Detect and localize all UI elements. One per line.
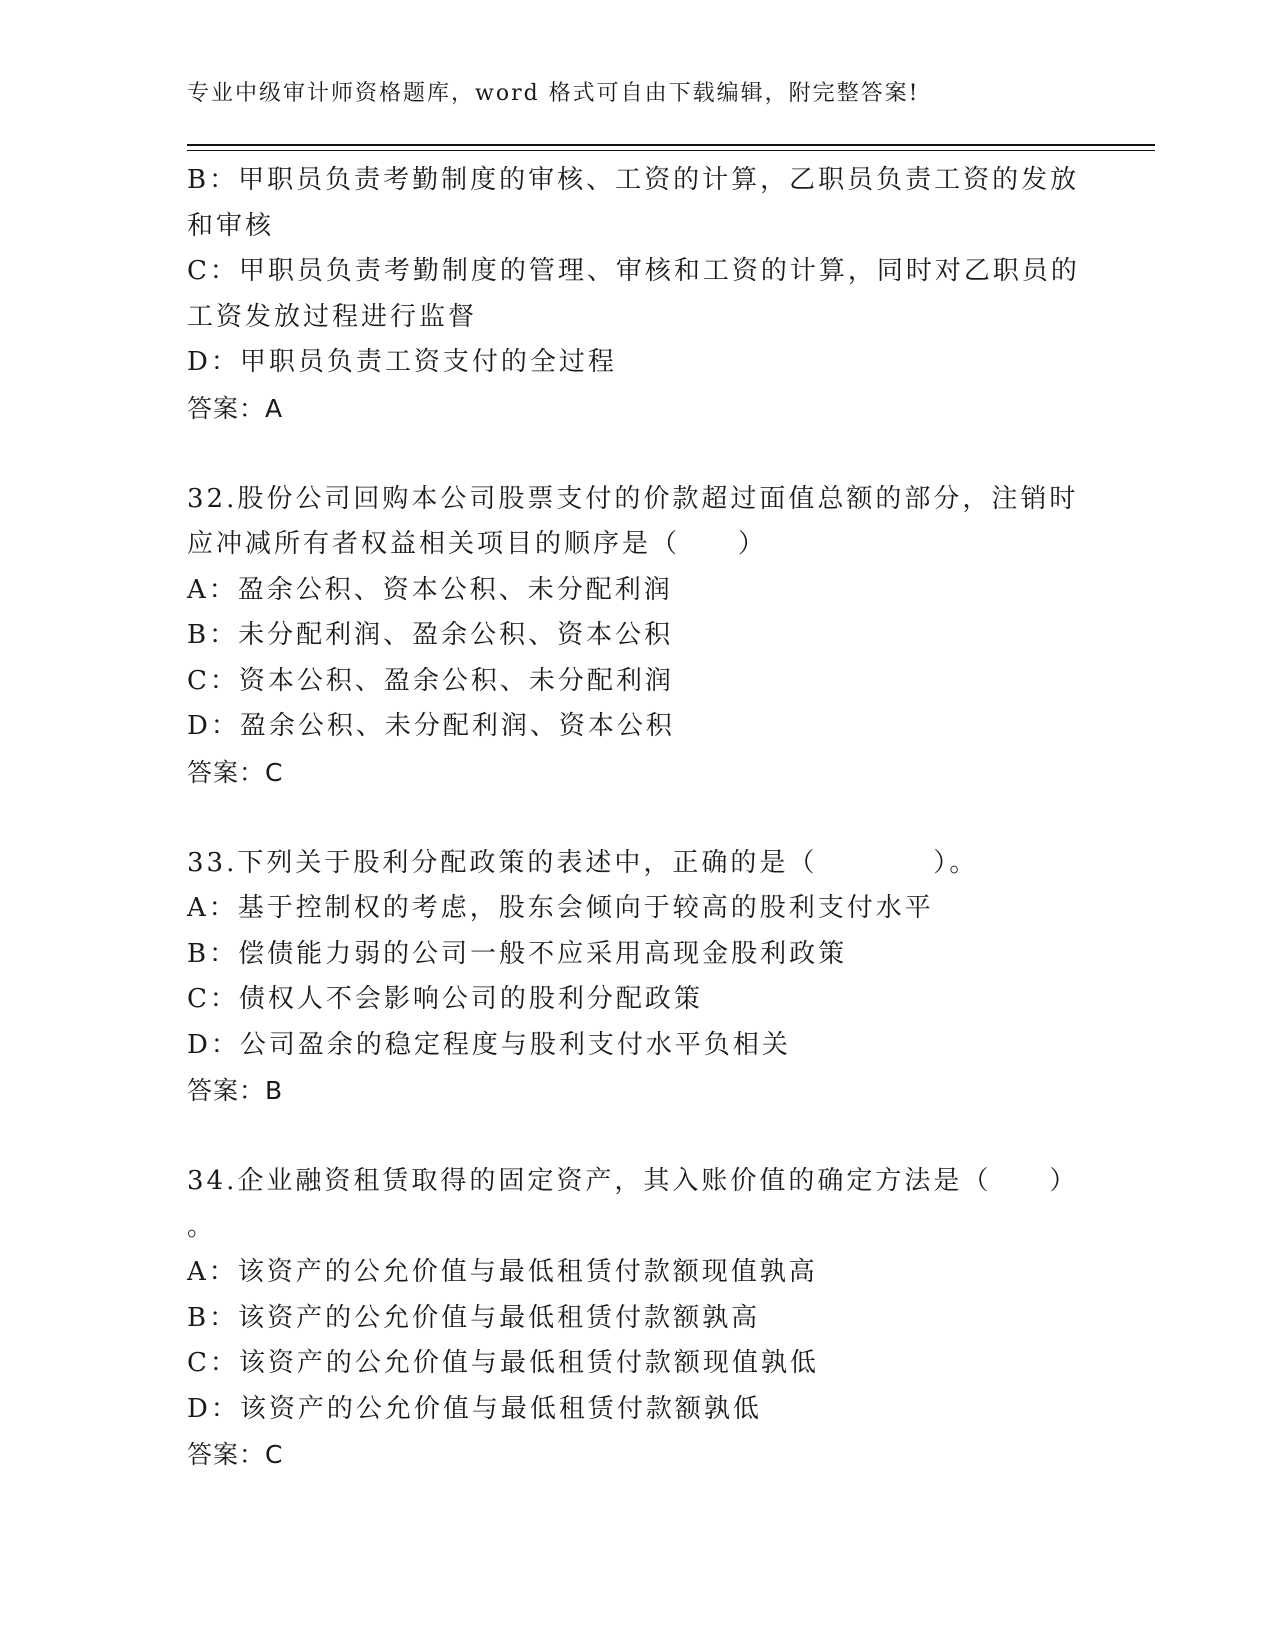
question-gap [187, 1114, 1087, 1160]
question-block [187, 158, 1087, 431]
page-header: 专业中级审计师资格题库，word 格式可自由下载编辑，附完整答案! [187, 81, 920, 106]
question-list [187, 158, 1087, 1478]
question-stem-line: 应冲减所有者权益相关项目的顺序是（ ） [187, 529, 768, 559]
option-line: B：该资产的公允价值与最低租赁付款额孰高 [187, 1302, 761, 1333]
option-line: B：未分配利润、盈余公积、资本公积 [187, 620, 674, 650]
question-stem-line: 32.股份公司回购本公司股票支付的价款超过面值总额的部分，注销时 [187, 483, 1079, 514]
option-line: C：甲职员负责考勤制度的管理、审核和工资的计算，同时对乙职员的 [187, 256, 1080, 286]
option-line: D：甲职员负责工资支付的全过程 [187, 347, 617, 377]
question-stem-line: 。 [187, 1211, 217, 1242]
option-line: B：偿债能力弱的公司一般不应采用高现金股利政策 [187, 938, 848, 969]
option-line: B：甲职员负责考勤制度的审核、工资的计算，乙职员负责工资的发放 [187, 165, 1080, 195]
option-line: D：盈余公积、未分配利润、资本公积 [187, 711, 675, 741]
answer-line: 答案：A [187, 393, 284, 423]
question-stem-line: 33.下列关于股利分配政策的表述中，正确的是（ ）。 [187, 847, 979, 878]
question-block [187, 841, 1087, 1114]
question-block [187, 1159, 1087, 1478]
question-gap [187, 795, 1087, 841]
option-line: C：债权人不会影响公司的股利分配政策 [187, 984, 703, 1014]
option-line: D：该资产的公允价值与最低租赁付款额孰低 [187, 1393, 762, 1424]
option-line: 工资发放过程进行监督 [187, 301, 478, 332]
question-stem-line: 34.企业融资租赁取得的固定资产，其入账价值的确定方法是（ ） [187, 1166, 1079, 1196]
option-line: C：该资产的公允价值与最低租赁付款额现值孰低 [187, 1348, 819, 1378]
answer-line: 答案：C [187, 757, 284, 787]
answer-line: 答案：C [187, 1440, 284, 1469]
option-line: A：基于控制权的考虑，股东会倾向于较高的股利支付水平 [187, 893, 934, 923]
option-line: D：公司盈余的稳定程度与股利支付水平负相关 [187, 1029, 791, 1060]
question-gap [187, 431, 1087, 477]
option-line: C：资本公积、盈余公积、未分配利润 [187, 665, 674, 696]
answer-line: 答案：B [187, 1076, 284, 1105]
question-block [187, 477, 1087, 796]
header-divider [187, 144, 1155, 151]
option-line: A：盈余公积、资本公积、未分配利润 [187, 574, 673, 605]
option-line: A：该资产的公允价值与最低租赁付款额现值孰高 [187, 1257, 818, 1287]
option-line: 和审核 [187, 210, 275, 241]
